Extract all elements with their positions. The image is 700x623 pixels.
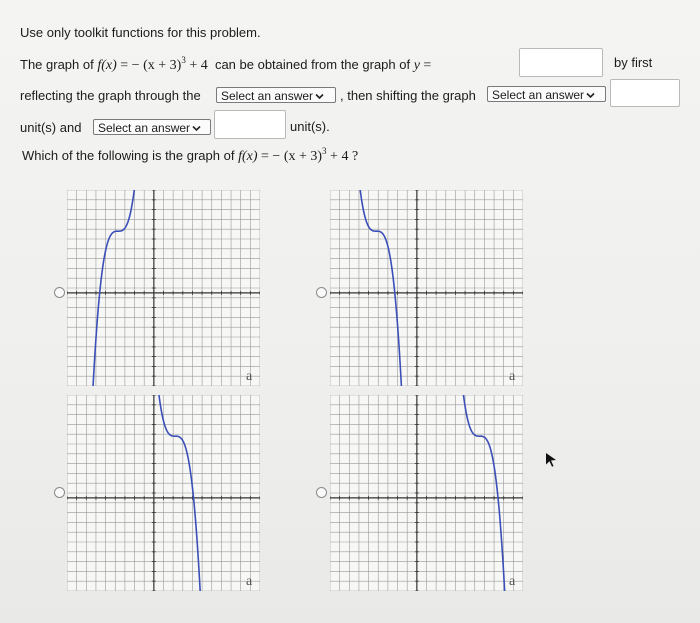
reflect-dropdown-label: Select an answer [221, 89, 314, 103]
q1-text-part2: can be obtained from the graph of [214, 57, 414, 72]
by-first-text: by first [614, 55, 653, 70]
q2-paren: (x + 3) [283, 149, 323, 164]
graph-option-2-radio[interactable] [316, 287, 327, 298]
question1-line1 [20, 57, 431, 74]
q1-paren: (x + 3) [143, 58, 182, 73]
chevron-down-icon [192, 120, 202, 136]
chevron-down-icon [586, 87, 596, 103]
q1-eq: = [116, 58, 132, 73]
then-shifting-text: , then shifting the graph [340, 88, 476, 103]
reflecting-text: reflecting the graph through the [20, 88, 201, 103]
q2-exp: 3 [322, 146, 327, 156]
q1-y: y [413, 58, 420, 73]
shift2-dropdown[interactable] [93, 119, 211, 135]
graph-option-1[interactable] [67, 190, 260, 386]
shift1-amount-input[interactable] [610, 79, 680, 107]
graph-option-3[interactable] [67, 395, 260, 591]
q1-neg: − [131, 58, 144, 73]
q2-fx: f(x) [238, 149, 258, 164]
question2-line [22, 148, 358, 165]
q2-eq: = [257, 149, 273, 164]
shift1-dropdown-label: Select an answer [492, 88, 585, 102]
q1-fx: f(x) [97, 58, 117, 73]
graph-option-4[interactable] [330, 395, 523, 591]
q1-eq2: = [419, 58, 432, 73]
reflect-dropdown[interactable] [216, 87, 336, 103]
graph-option-2[interactable] [330, 190, 523, 386]
q1-plus4: + 4 [185, 58, 208, 73]
zoom-icon[interactable]: a [246, 369, 253, 384]
graph-option-3-radio[interactable] [54, 487, 65, 498]
shift1-dropdown[interactable] [487, 86, 606, 102]
zoom-icon[interactable]: a [246, 574, 253, 589]
q1-text-part1: The graph of [20, 57, 98, 72]
shift2-amount-input[interactable] [214, 110, 286, 139]
zoom-icon[interactable]: a [509, 369, 516, 384]
q2-neg: − [272, 149, 284, 164]
q2-end: + 4 ? [326, 149, 359, 164]
parent-function-input[interactable] [519, 48, 603, 77]
zoom-icon[interactable]: a [509, 574, 516, 589]
instruction-text: Use only toolkit functions for this problem. [20, 25, 261, 40]
units-and-text: unit(s) and [20, 120, 82, 135]
units-end-text: unit(s). [290, 119, 330, 134]
graph-option-4-radio[interactable] [316, 487, 327, 498]
chevron-down-icon [315, 88, 325, 104]
q1-exp: 3 [181, 55, 186, 65]
shift2-dropdown-label: Select an answer [98, 121, 191, 135]
graph-option-1-radio[interactable] [54, 287, 65, 298]
q2-text-part1: Which of the following is the graph of [22, 148, 239, 163]
mouse-cursor-icon [544, 452, 558, 473]
